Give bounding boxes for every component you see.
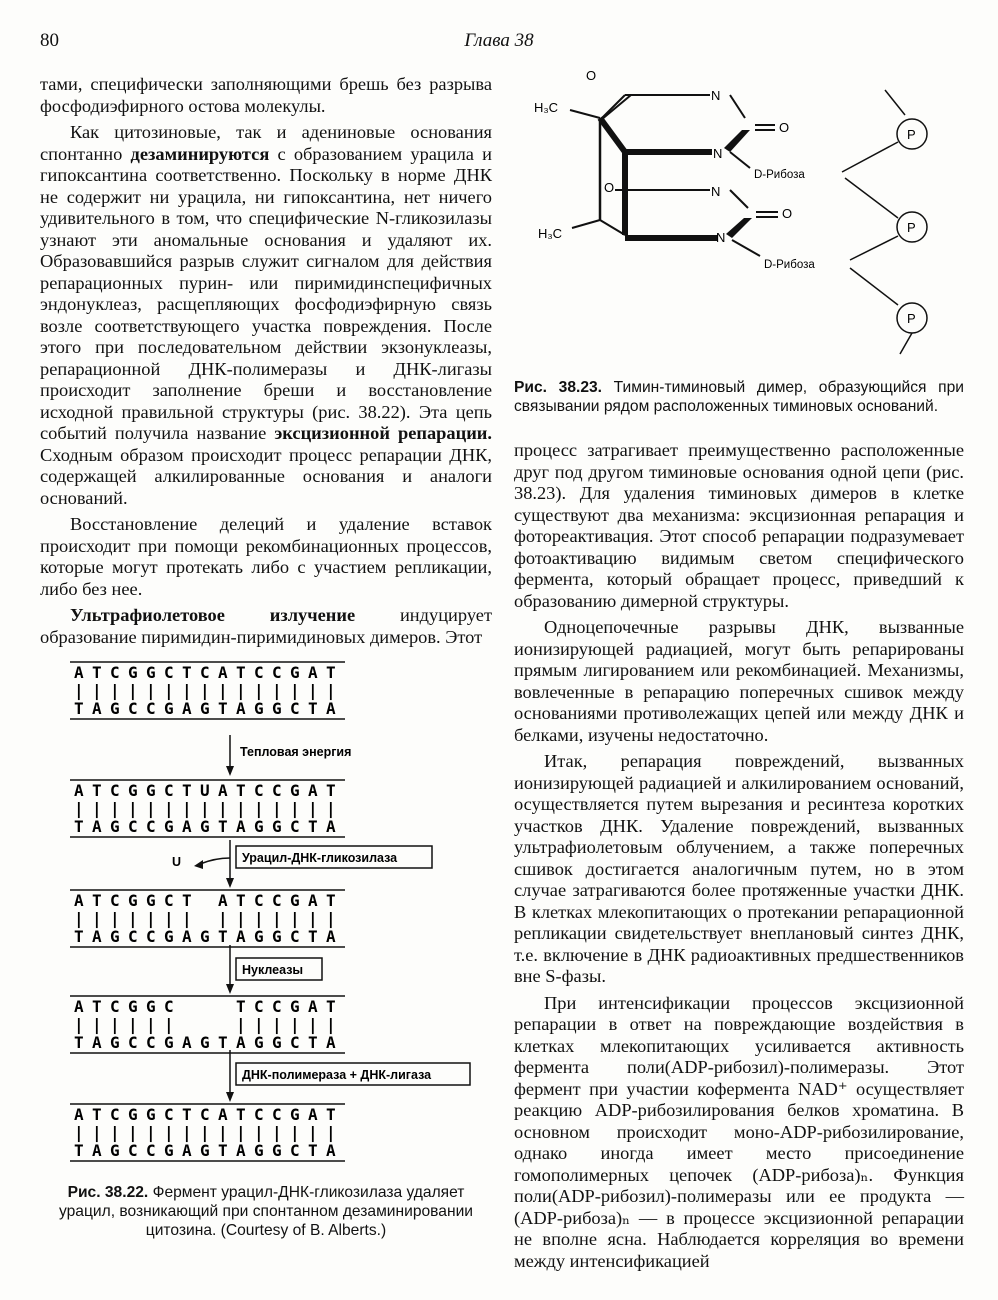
nucleotide: G [110,1033,122,1052]
nucleotide: T [326,891,338,910]
nucleotide: C [128,927,140,946]
base-pair-bond: | [164,1015,176,1034]
base-pair-bond: | [74,909,86,928]
nucleotide: G [146,891,158,910]
nucleotide: G [290,663,302,682]
nucleotide: A [236,1033,248,1052]
base-pair-bond: | [254,1015,266,1034]
nucleotide: G [254,1033,266,1052]
text-run: Сходным образом происходит процесс репарации ДНК, содержащей алкилированные основания и аналоги оснований. [40,444,492,508]
nucleotide: T [92,891,104,910]
nucleotide: G [272,1033,284,1052]
base-pair-bond: | [200,799,212,818]
text-run: с образованием урацила и гипоксантина соответственно. Поскольку в норме ДНК не содержит ни урацила, ни гипоксантина, нет ничего удивительного в том, что специфические N-гликозилазы узнают эти аномальные основания и удаляют их. Образовавшийся разрыв служит сигналом для действия репарационных пурин- или пиримидинспецифичных эндонуклеаз, расщепляющих фосфодиэфирную связь возле соответствующего участка повреждения. После этого при последовательном действии экзонуклеазы, репарационной ДНК-полимеразы и ДНК-лигазы происходит заполнение бреши и восстановление исходной правильной структуры (рис. 38.22). Эта цепь событий получила название [40,143,492,443]
nucleotide: A [74,891,86,910]
nucleotide: A [308,1105,320,1124]
oxygen-label: O [782,206,793,221]
base-pair-bond: | [290,799,302,818]
paragraph [40,514,492,600]
paragraph [514,617,964,746]
base-pair-bond: | [164,1123,176,1142]
text-run: Как цитозиновые, так и адениновые основания спонтанно [40,122,492,164]
base-pair-bond: | [290,909,302,928]
nucleotide: C [146,817,158,836]
base-pair-bond: | [146,909,158,928]
nucleotide: T [308,699,320,718]
nucleotide: G [128,663,140,682]
nucleotide: T [308,927,320,946]
nucleotide: T [182,663,194,682]
nucleotide: A [218,781,230,800]
base-pair-bond: | [146,681,158,700]
nitrogen-label: N [711,184,721,199]
nucleotide: C [290,927,302,946]
right-column-text [514,440,964,1272]
nucleotide: A [218,663,230,682]
base-pair-bond: | [128,1123,140,1142]
base-pair-bond: | [290,681,302,700]
text-run: процесс затрагивает преимущественно расположенные друг под другом тиминовые основания одной цепи (рис. 38.23). Для удаления тиминовых димеров в клетке существуют два механизма: эксцизионная репарация и фотореактивация. Этот способ репарации подразумевает фотоактивацию видимым светом специфического фермента, который обращает процесс, приведший к образованию димерной структуры. [514,440,964,611]
base-pair-bond: | [110,909,122,928]
base-pair-bond: | [74,799,86,818]
base-pair-bond: | [308,681,320,700]
oxygen-label: O [779,120,790,135]
nucleotide: C [128,699,140,718]
step-arrow-head [226,1092,234,1102]
base-pair-bond: | [236,799,248,818]
phosphate-label: P [907,311,916,326]
base-pair-bond: | [272,909,284,928]
nucleotide: G [110,817,122,836]
nucleotide: G [290,1105,302,1124]
nucleotide: T [74,1033,86,1052]
nucleotide: C [254,891,266,910]
nucleotide: G [110,1141,122,1160]
nucleotide: G [164,1141,176,1160]
nucleotide: G [164,817,176,836]
removal-arrow-head [194,860,203,869]
text-run: Итак, репарация повреждений, вызванных ионизирующей радиацией и алкилированием оснований, осуществляется путем вырезания и ресинтеза коротких участков ДНК. Удаление повреждений, вызванных ультрафиолетовым облучением, а также поперечных сшивок достигается аналогичным путем, но в этом случае затрагиваются более протяженные участки ДНК. В клетках млекопитающих о протекании репарационной репликации свидетельствует внеплановый синтез ДНК, т.е. включение в ДНК радиоактивных предшественников вне S-фазы. [514,751,964,986]
caption-text: Фермент урацил-ДНК-гликозилаза удаляет урацил, возникающий при спонтанном дезаминировании цитозина. (Courtesy of B. Alberts.) [58,1184,473,1239]
base-pair-bond: | [164,681,176,700]
step-label-nucleases: Нуклеазы [242,963,304,977]
base-pair-bond: | [110,1123,122,1142]
base-pair-bond: | [254,909,266,928]
figure-38-22-caption [40,1183,492,1240]
dna-duplex [70,996,345,1053]
base-pair-bond: | [110,681,122,700]
nucleotide: G [164,699,176,718]
base-pair-bond: | [272,1123,284,1142]
base-pair-bond: | [326,909,338,928]
nucleotide: T [308,1141,320,1160]
nucleotide: T [326,663,338,682]
nucleotide: A [92,927,104,946]
nucleotide: C [164,997,176,1016]
nucleotide: T [74,817,86,836]
base-pair-bond: | [326,799,338,818]
nucleotide: T [92,663,104,682]
nucleotide: C [110,1105,122,1124]
nucleotide: C [110,997,122,1016]
nucleotide: A [326,817,338,836]
nucleotide: T [92,781,104,800]
nucleotide: G [254,1141,266,1160]
nucleotide: C [128,817,140,836]
nucleotide: G [146,1105,158,1124]
nucleotide: G [272,927,284,946]
removal-arrow [200,858,230,864]
base-pair-bond: | [74,1015,86,1034]
page-number: 80 [40,30,59,51]
base-pair-bond: | [92,799,104,818]
nucleotide: G [254,817,266,836]
base-pair-bond: | [290,1015,302,1034]
nucleotide: A [92,699,104,718]
base-pair-bond: | [254,1123,266,1142]
oxygen-label: O [604,180,615,195]
dna-duplex [70,1104,345,1161]
nucleotide: A [74,997,86,1016]
nucleotide: G [272,817,284,836]
nucleotide: G [146,663,158,682]
figure-38-23 [520,60,980,360]
nucleotide: C [290,699,302,718]
nucleotide: C [146,699,158,718]
nucleotide: G [200,817,212,836]
nucleotide: G [128,781,140,800]
base-pair-bond: | [308,1123,320,1142]
phosphate-label: P [907,220,916,235]
caption-label: Рис. 38.22. [67,1184,149,1201]
nucleotide: T [182,781,194,800]
nucleotide: G [272,699,284,718]
nucleotide: G [290,891,302,910]
base-pair-bond: | [182,681,194,700]
nitrogen-label: N [716,230,726,245]
nucleotide: A [92,1141,104,1160]
nucleotide: T [182,891,194,910]
nucleotide: C [290,1033,302,1052]
nucleotide: C [254,997,266,1016]
nucleotide: G [200,927,212,946]
nucleotide: C [272,891,284,910]
base-pair-bond: | [110,1015,122,1034]
nucleotide: A [308,781,320,800]
text-run: Одноцепочечные разрывы ДНК, вызванные ионизирующей радиацией, могут быть репарированы прямым лигированием или рекомбинацией. Механизмы, вовлеченные в репарацию поперечных сшивок между основаниями противолежащих цепей или между ДНК и белками, изучены недостаточно. [514,617,964,745]
nucleotide: A [236,927,248,946]
nucleotide: T [74,1141,86,1160]
nucleotide: A [326,927,338,946]
nucleotide: T [218,1141,230,1160]
nucleotide: C [200,663,212,682]
nucleotide: C [254,1105,266,1124]
base-pair-bond: | [164,799,176,818]
nucleotide: G [146,997,158,1016]
figure-38-23-caption [514,378,964,416]
base-pair-bond: | [74,1123,86,1142]
nucleotide: T [236,663,248,682]
nucleotide: A [74,1105,86,1124]
nucleotide: C [146,1033,158,1052]
base-pair-bond: | [308,1015,320,1034]
nucleotide: A [326,699,338,718]
paragraph [40,122,492,509]
nucleotide: A [308,663,320,682]
base-pair-bond: | [128,1015,140,1034]
nucleotide: T [308,1033,320,1052]
step-arrow-head [226,878,234,888]
figure-38-22 [60,660,500,1180]
nucleotide: C [110,781,122,800]
methyl-label: H₃C [534,100,559,115]
nucleotide: C [272,663,284,682]
paragraph [514,751,964,988]
nucleotide: C [272,997,284,1016]
nucleotide: C [254,781,266,800]
nucleotide: T [92,1105,104,1124]
nucleotide: C [110,663,122,682]
base-pair-bond: | [308,909,320,928]
nucleotide: G [254,927,266,946]
step-arrow-head [226,766,234,776]
base-pair-bond: | [308,799,320,818]
dna-duplex [70,890,345,947]
base-pair-bond: | [218,681,230,700]
left-column-text [40,74,492,648]
base-pair-bond: | [92,1015,104,1034]
chapter-title: Глава 38 [464,30,534,51]
nucleotide: A [326,1033,338,1052]
nucleotide: A [308,891,320,910]
nucleotide: T [182,1105,194,1124]
nucleotide: G [290,997,302,1016]
nucleotide: C [272,1105,284,1124]
base-pair-bond: | [236,681,248,700]
text-run: тами, специфически заполняющими брешь без разрыва фосфодиэфирного остова молекулы. [40,74,492,116]
nucleotide: U [200,781,212,800]
nucleotide: C [254,663,266,682]
paragraph [40,605,492,648]
nucleotide: A [182,817,194,836]
nucleotide: A [218,1105,230,1124]
nucleotide: T [74,699,86,718]
nucleotide: T [308,817,320,836]
ribose-label: D-Рибоза [764,259,815,271]
nucleotide: C [128,1141,140,1160]
nucleotide: T [236,781,248,800]
nucleotide: T [92,997,104,1016]
nucleotide: A [92,1033,104,1052]
nucleotide: C [164,781,176,800]
nitrogen-label: N [711,88,721,103]
nucleotide: T [218,927,230,946]
base-pair-bond: | [218,909,230,928]
dna-duplex [70,662,345,719]
nucleotide: T [326,1105,338,1124]
nucleotide: C [290,817,302,836]
base-pair-bond: | [74,681,86,700]
base-pair-bond: | [128,799,140,818]
nucleotide: A [236,1141,248,1160]
bold-term: дезаминируются [130,143,270,164]
base-pair-bond: | [146,1015,158,1034]
base-pair-bond: | [236,909,248,928]
base-pair-bond: | [128,681,140,700]
oxygen-label: O [586,68,597,83]
base-pair-bond: | [326,1015,338,1034]
nucleotide: A [74,781,86,800]
nucleotide: G [146,781,158,800]
base-pair-bond: | [236,1123,248,1142]
nucleotide: G [128,1105,140,1124]
base-pair-bond: | [110,799,122,818]
nucleotide: C [200,1105,212,1124]
nucleotide: T [218,699,230,718]
caption-label: Рис. 38.23. [514,379,603,396]
nucleotide: G [110,927,122,946]
nucleotide: G [254,699,266,718]
base-pair-bond: | [128,909,140,928]
removed-base-label: U [172,855,182,869]
nucleotide: G [200,1033,212,1052]
nucleotide: A [236,817,248,836]
methyl-label: H₃C [538,226,563,241]
nucleotide: C [128,1033,140,1052]
base-pair-bond: | [272,1015,284,1034]
base-pair-bond: | [218,799,230,818]
nucleotide: C [164,663,176,682]
nucleotide: G [110,699,122,718]
bold-term: эксцизионной репарации. [274,423,492,443]
nucleotide: A [182,699,194,718]
nucleotide: A [182,1141,194,1160]
base-pair-bond: | [182,1123,194,1142]
nucleotide: C [164,1105,176,1124]
base-pair-bond: | [290,1123,302,1142]
nucleotide: A [182,1033,194,1052]
nitrogen-label: N [713,146,723,161]
text-run: Восстановление делеций и удаление вставок происходит при помощи рекомбинационных процессов, которые могут протекать либо с участием репликации, либо без нее. [40,514,492,599]
base-pair-bond: | [200,1123,212,1142]
nucleotide: A [236,699,248,718]
nucleotide: T [326,781,338,800]
base-pair-bond: | [254,799,266,818]
nucleotide: G [128,891,140,910]
nucleotide: G [272,1141,284,1160]
dna-duplex [70,780,345,837]
nucleotide: G [290,781,302,800]
nucleotide: C [146,927,158,946]
nucleotide: T [236,891,248,910]
base-pair-bond: | [218,1123,230,1142]
ribose-label: D-Рибоза [754,169,805,181]
base-pair-bond: | [200,681,212,700]
nucleotide: G [128,997,140,1016]
phosphate-label: P [907,127,916,142]
base-pair-bond: | [272,799,284,818]
nucleotide: C [146,1141,158,1160]
nucleotide: G [164,1033,176,1052]
base-pair-bond: | [146,1123,158,1142]
nucleotide: C [110,891,122,910]
nucleotide: G [200,699,212,718]
bold-term: Ультрафиолетовое излучение [70,605,356,625]
base-pair-bond: | [272,681,284,700]
nucleotide: G [164,927,176,946]
nucleotide: C [164,891,176,910]
nucleotide: A [308,997,320,1016]
nucleotide: G [200,1141,212,1160]
step-arrow-head [226,984,234,994]
base-pair-bond: | [164,909,176,928]
base-pair-bond: | [236,1015,248,1034]
base-pair-bond: | [92,1123,104,1142]
text-run: При интенсификации процессов эксцизионной репарации в ответ на повреждающие воздействия в клетках млекопитающих усиливается активность фермента поли(ADP-рибозил)-полимеразы. Этот фермент при участии кофермента NAD⁺ осуществляет реакцию ADP-рибозилирования белков хроматина. В основном происходит моно-ADP-рибозилирование, однако иногда имеет место присоединение гомополимерных цепочек (ADP-рибоза)ₙ. Функция поли(ADP-рибозил)-полимеразы или ее продукта — (ADP-рибоза)ₙ — в процессе эксцизионной репарации не вполне ясна. Наблюдается корреляция во времени между интенсификацией [514,992,964,1271]
base-pair-bond: | [182,799,194,818]
nucleotide: C [272,781,284,800]
nucleotide: T [74,927,86,946]
base-pair-bond: | [146,799,158,818]
nucleotide: C [290,1141,302,1160]
base-pair-bond: | [326,1123,338,1142]
step-label-polymerase-ligase: ДНК-полимераза + ДНК-лигаза [242,1068,432,1082]
nucleotide: T [218,1033,230,1052]
nucleotide: T [326,997,338,1016]
nucleotide: T [218,817,230,836]
base-pair-bond: | [92,681,104,700]
nucleotide: A [218,891,230,910]
nucleotide: T [236,1105,248,1124]
base-pair-bond: | [182,909,194,928]
paragraph [40,74,492,117]
nucleotide: A [74,663,86,682]
base-pair-bond: | [254,681,266,700]
nucleotide: A [182,927,194,946]
nucleotide: A [92,817,104,836]
step-label-glycosylase: Урацил-ДНК-гликозилаза [242,851,398,865]
paragraph [514,993,964,1273]
caption-text: Тимин-тиминовый димер, образующийся при связывании рядом расположенных тиминовых оснований. [514,379,964,415]
base-pair-bond: | [92,909,104,928]
paragraph [514,440,964,612]
nucleotide: T [236,997,248,1016]
step-label-heat: Тепловая энергия [240,745,352,759]
nucleotide: A [326,1141,338,1160]
base-pair-bond: | [326,681,338,700]
text-run: индуцирует образование пиримидин-пиримидиновых димеров. Этот [40,605,492,647]
